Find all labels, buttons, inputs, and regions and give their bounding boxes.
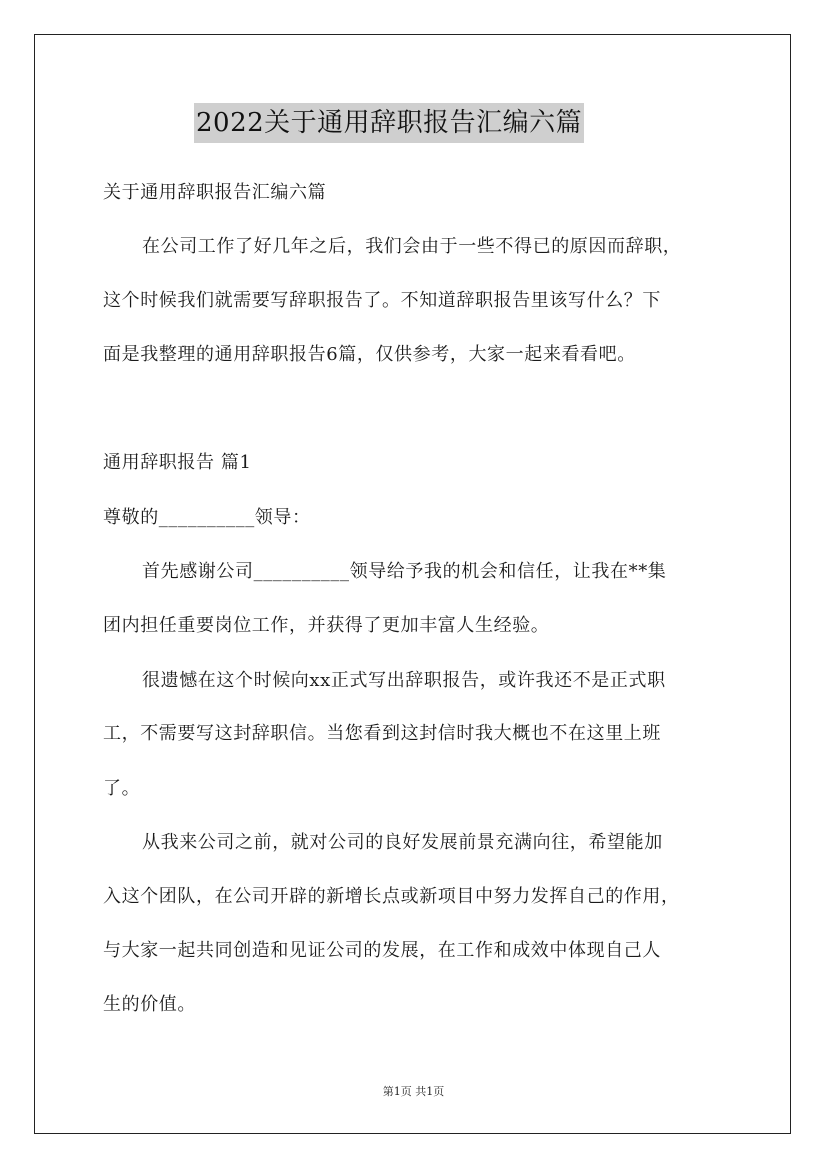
document-subtitle: 关于通用辞职报告汇编六篇 xyxy=(103,182,327,203)
paragraph2-line-3: 了。 xyxy=(103,778,141,799)
intro-line-1: 在公司工作了好几年之后，我们会由于一些不得已的原因而辞职， xyxy=(142,236,682,257)
paragraph1-line-2: 团内担任重要岗位工作，并获得了更加丰富人生经验。 xyxy=(103,615,550,636)
paragraph3-line-1: 从我来公司之前，就对公司的良好发展前景充满向往，希望能加 xyxy=(142,832,663,853)
page-number-footer: 第1页 共1页 xyxy=(382,1085,445,1098)
document-title: 2022关于通用辞职报告汇编六篇 xyxy=(194,103,584,143)
section-heading: 通用辞职报告 篇1 xyxy=(103,452,252,473)
intro-line-2: 这个时候我们就需要写辞职报告了。不知道辞职报告里该写什么？下 xyxy=(103,290,661,311)
paragraph3-line-2: 入这个团队，在公司开辟的新增长点或新项目中努力发挥自己的作用， xyxy=(103,886,680,907)
salutation: 尊敬的__________领导： xyxy=(103,507,311,528)
paragraph2-line-2: 工，不需要写这封辞职信。当您看到这封信时我大概也不在这里上班 xyxy=(103,723,661,744)
paragraph1-line-1: 首先感谢公司__________领导给予我的机会和信任，让我在**集 xyxy=(142,561,667,582)
paragraph3-line-4: 生的价值。 xyxy=(103,994,196,1015)
paragraph2-line-1: 很遗憾在这个时候向xx正式写出辞职报告，或许我还不是正式职 xyxy=(142,670,666,691)
paragraph3-line-3: 与大家一起共同创造和见证公司的发展，在工作和成效中体现自己人 xyxy=(103,940,661,961)
intro-line-3: 面是我整理的通用辞职报告6篇，仅供参考，大家一起来看看吧。 xyxy=(103,344,636,365)
